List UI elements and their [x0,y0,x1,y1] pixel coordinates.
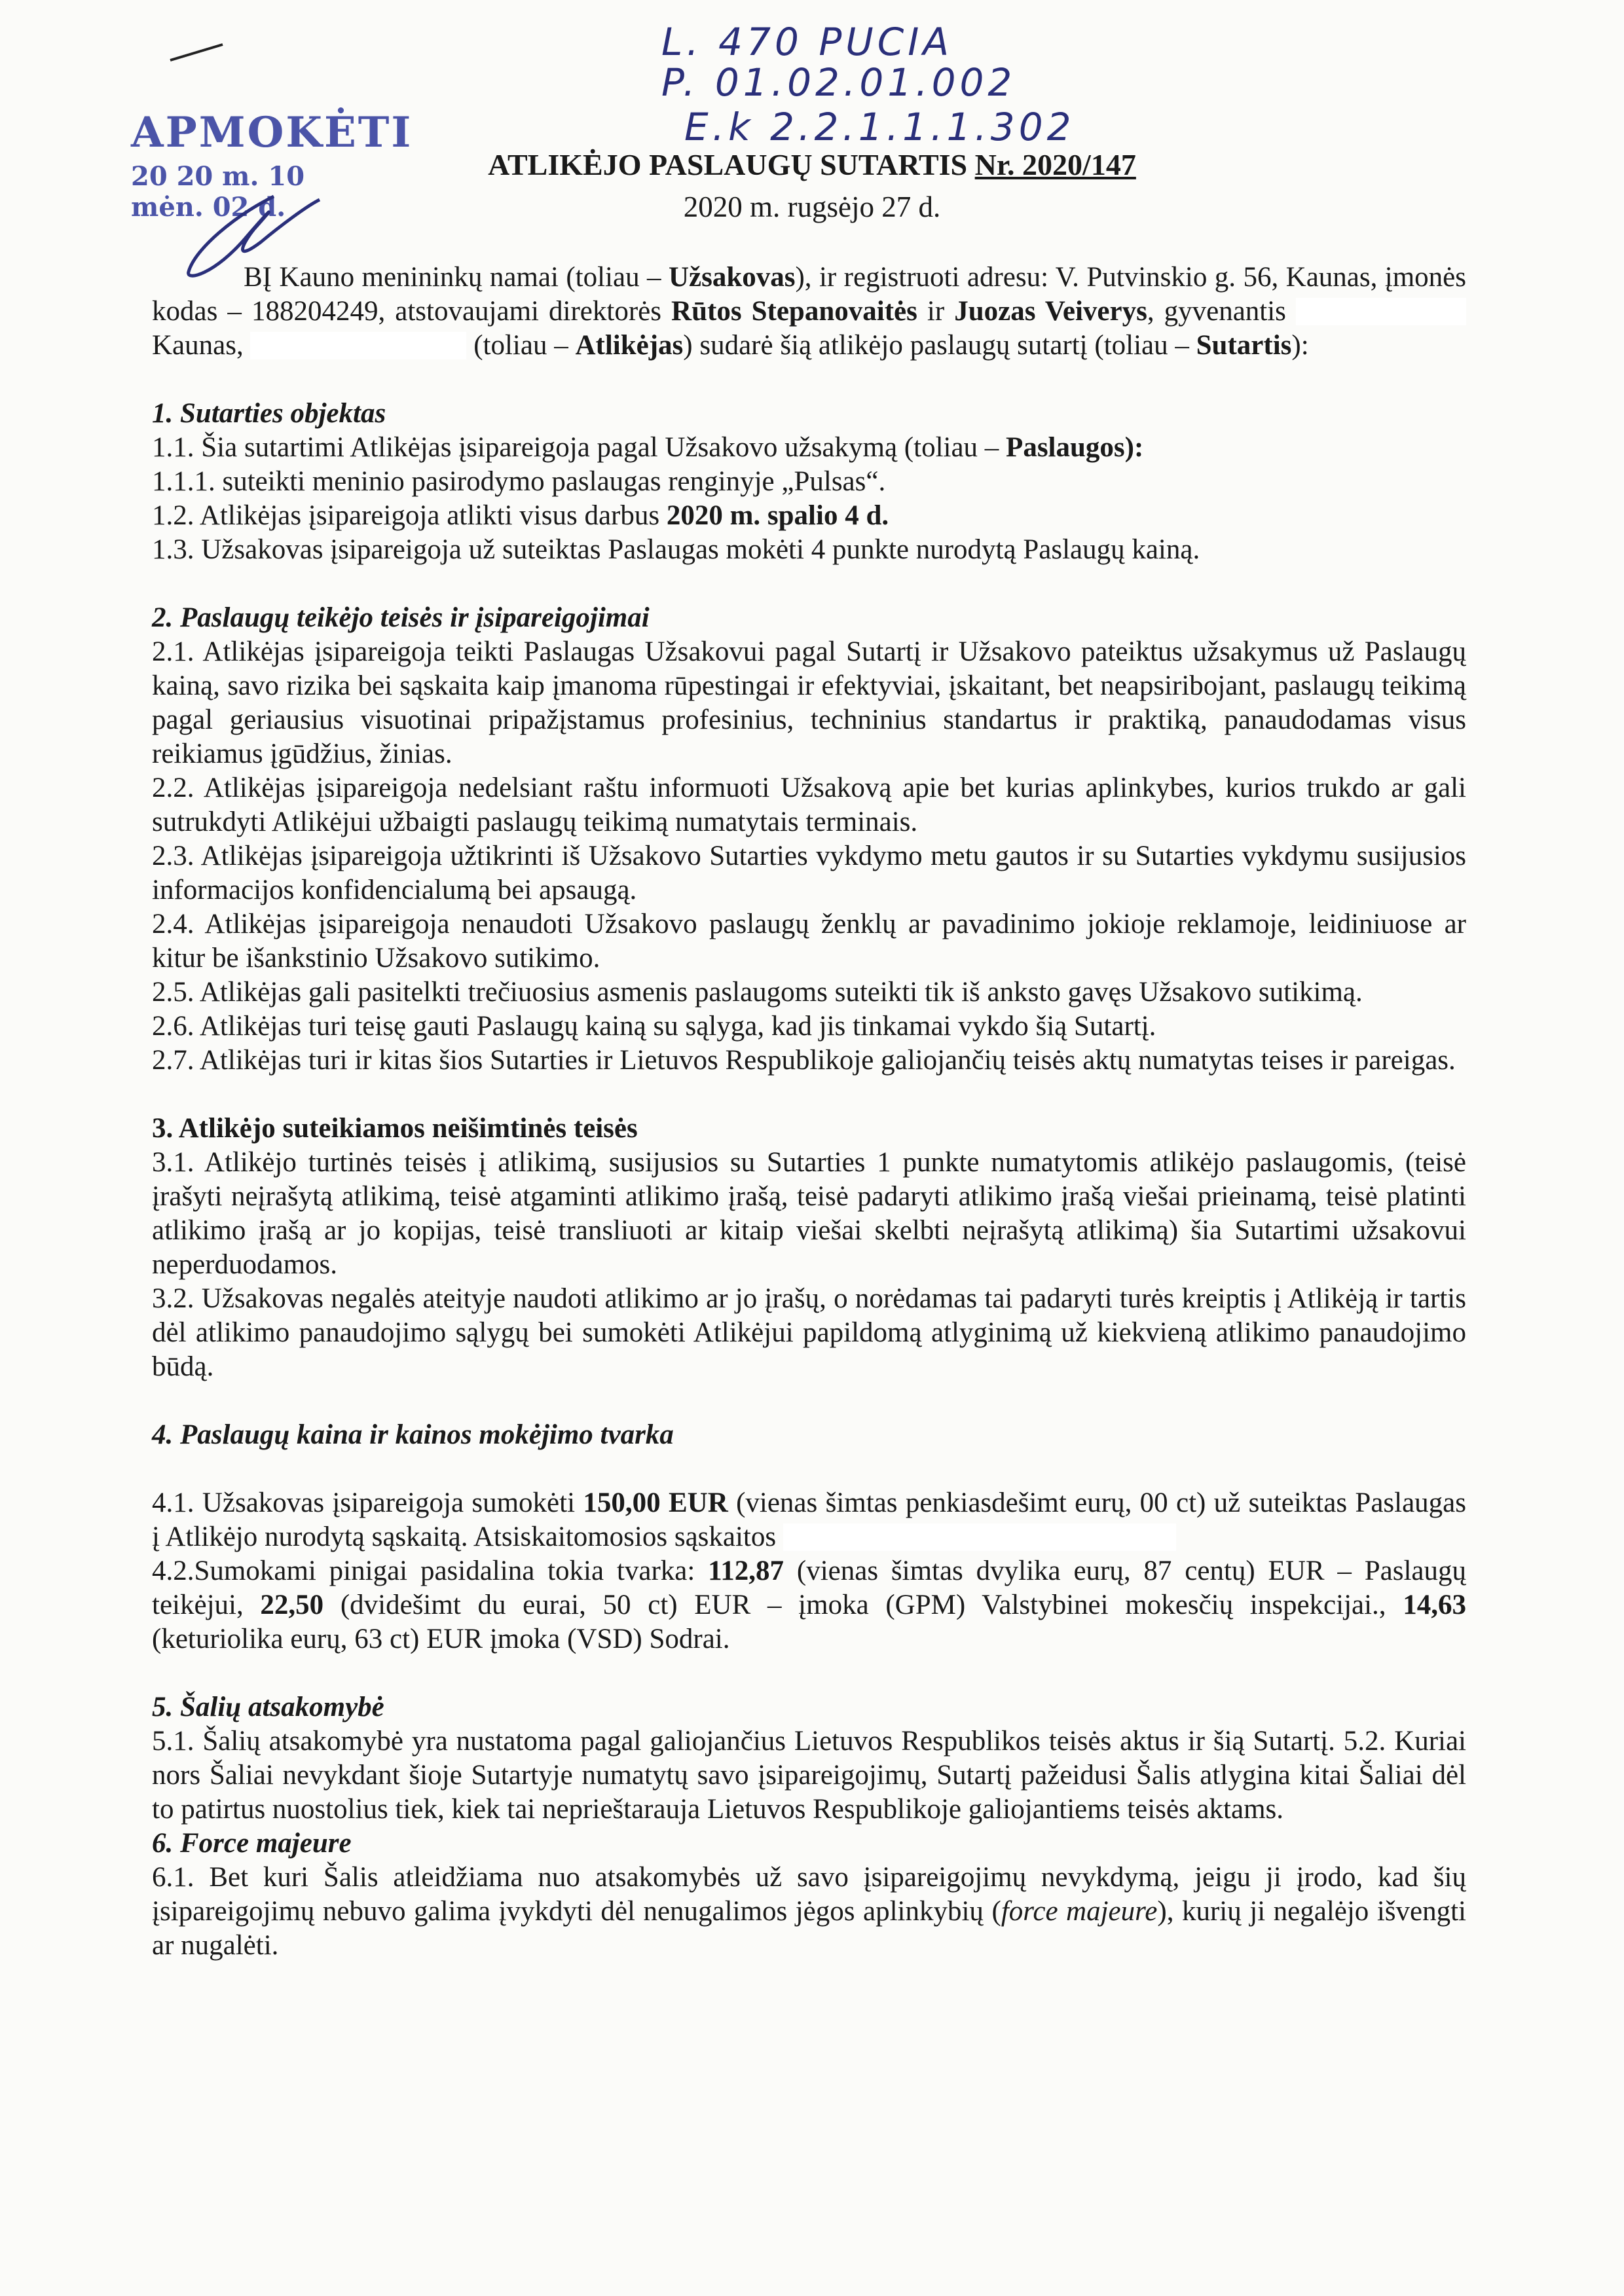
clause-2-6: 2.6. Atlikėjas turi teisę gauti Paslaugų kainą su sąlyga, kad jis tinkamai vykdo šią Sutartį. [152,1011,1156,1042]
clause-2-5: 2.5. Atlikėjas gali pasitelkti trečiuosius asmenis paslaugoms suteikti tik iš anksto gavęs Užsakovo sutikimą. [152,977,1363,1008]
contract-number: Nr. 2020/147 [974,148,1136,181]
clause-3-2: 3.2. Užsakovas negalės ateityje naudoti atlikimo ar jo įrašų, o norėdamas tai padaryti turės kreiptis į Atlikėją ir tartis dėl atlikimo panaudojimo sąlygų bei sumokėti Atlikėjui papildomą atlyginimą už kiekvieną atlikimo panaudojimo būdą. [152,1283,1466,1382]
clause-3-1: 3.1. Atlikėjo turtinės teisės į atlikimą, susijusios su Sutarties 1 punkte numatytomis atlikėjo paslaugomis, (teisė įrašyti neįrašytą atlikimą, teisė atgaminti atlikimo įrašą, teisė padaryti atlikimo įrašą viešai prieinamą, teisė platinti atlikimo įrašą ar jo kopijas, teisė transliuoti ar kitaip viešai skelbti neįrašytą atlikimą) šia Sutartimi užsakovui neperduodamos. [152,1147,1466,1280]
clause-1-2: 1.2. Atlikėjas įsipareigoja atlikti visus darbus 2020 m. spalio 4 d. [152,500,889,531]
stamp-label: APMOKĖTI [131,108,413,157]
section-1-heading: 1. Sutarties objektas [152,398,386,429]
redacted-bank-account [783,1523,1176,1551]
clause-6-1: 6.1. Bet kuri Šalis atleidžiama nuo atsakomybės už savo įsipareigojimų nevykdymą, jeigu ji įrodo, kad šių įsipareigojimų nebuvo galima įvykdyti dėl nenugalimos jėgos aplinkybių (force majeure), kurių ji negalėjo išvengti ar nugalėti. [152,1862,1466,1961]
clause-2-3: 2.3. Atlikėjas įsipareigoja užtikrinti iš Užsakovo Sutarties vykdymo metu gautos ir su Sutarties vykdymu susijusios informacijos konfidencialumą bei apsaugą. [152,841,1466,905]
section-4-heading: 4. Paslaugų kaina ir kainos mokėjimo tvarka [152,1419,674,1450]
handwritten-note-3: E.k 2.2.1.1.1.302 [684,105,1075,149]
section-2-heading: 2. Paslaugų teikėjo teisės ir įsipareigojimai [152,602,650,633]
handwritten-note-1: L. 470 PUCIA [661,20,953,64]
clause-1-1: 1.1. Šia sutartimi Atlikėjas įsipareigoja pagal Užsakovo užsakymą (toliau – Paslaugos): [152,432,1144,463]
clause-1-3: 1.3. Užsakovas įsipareigoja už suteiktas Paslaugas mokėti 4 punkte nurodytą Paslaugų kainą. [152,534,1200,565]
contract-body [152,261,1466,1963]
redacted-address [1296,298,1466,325]
stamp-date: 20 20 m. 10 mėn. 02 d. [131,161,305,223]
clause-1-1-1: 1.1.1. suteikti meninio pasirodymo paslaugas renginyje „Pulsas“. [152,466,886,497]
section-6-heading: 6. Force majeure [152,1828,352,1859]
redacted-personal-code [250,332,466,359]
intro-paragraph: BĮ Kauno menininkų namai (toliau – Užsakovas), ir registruoti adresu: V. Putvinskio g. 56, Kaunas, įmonės kodas – 188204249, atstovaujami direktorės Rūtos Stepanovaitės ir Juozas Veiverys, gyvenantis Kaunas, (toliau – Atlikėjas) sudarė šią atlikėjo paslaugų sutartį (toliau – Sutartis): [152,262,1466,361]
section-3-heading: 3. Atlikėjo suteikiamos neišimtinės teisės [152,1113,638,1144]
title-text: ATLIKĖJO PASLAUGŲ SUTARTIS [488,148,975,181]
clause-2-2: 2.2. Atlikėjas įsipareigoja nedelsiant raštu informuoti Užsakovą apie bet kurias aplinkybes, kurios trukdo ar gali sutrukdyti Atlikėjui užbaigti paslaugų teikimą numatytais terminais. [152,773,1466,837]
pen-mark-icon [167,39,226,65]
handwritten-note-2: P. 01.02.01.002 [661,60,1016,105]
clause-4-2: 4.2.Sumokami pinigai pasidalina tokia tvarka: 112,87 (vienas šimtas dvylika eurų, 87 centų) EUR – Paslaugų teikėjui, 22,50 (dvidešimt du eurai, 50 ct) EUR – įmoka (GPM) Valstybinei mokesčių inspekcijai., 14,63 (keturiolika eurų, 63 ct) EUR įmoka (VSD) Sodrai. [152,1556,1466,1654]
clause-2-1: 2.1. Atlikėjas įsipareigoja teikti Paslaugas Užsakovui pagal Sutartį ir Užsakovo pateiktus užsakymus už Paslaugų kainą, savo rizika bei sąskaita kaip įmanoma rūpestingai ir efektyviai, įskaitant, bet neapsiribojant, paslaugų teikimą pagal geriausius visuotinai pripažįstamus profesinius, techninius standartus ir praktiką, panaudodamas visus reikiamus įgūdžius, žinias. [152,636,1466,769]
clause-5-1: 5.1. Šalių atsakomybė yra nustatoma pagal galiojančius Lietuvos Respublikos teisės aktus ir šią Sutartį. 5.2. Kuriai nors Šaliai nevykdant šioje Sutartyje numatytų savo įsipareigojimų, Sutartį pažeidusi Šalis atlygina kitai Šaliai dėl to patirtus nuostolius tiek, kiek tai neprieštarauja Lietuvos Respublikoje galiojantiems teisės aktams. [152,1726,1466,1825]
section-5-heading: 5. Šalių atsakomybė [152,1692,384,1722]
clause-4-1: 4.1. Užsakovas įsipareigoja sumokėti 150,00 EUR (vienas šimtas penkiasdešimt eurų, 00 ct) už suteiktas Paslaugas į Atlikėjo nurodytą sąskaitą. Atsiskaitomosios sąskaitos [152,1487,1466,1552]
clause-2-7: 2.7. Atlikėjas turi ir kitas šios Sutarties ir Lietuvos Respublikoje galiojančių teisės aktų numatytas teises ir pareigas. [152,1045,1456,1076]
contract-date: 2020 m. rugsėjo 27 d. [683,191,941,223]
contract-title [0,147,1624,182]
clause-2-4: 2.4. Atlikėjas įsipareigoja nenaudoti Užsakovo paslaugų ženklų ar pavadinimo jokioje reklamoje, leidiniuose ar kitur be išankstinio Užsakovo sutikimo. [152,909,1466,974]
